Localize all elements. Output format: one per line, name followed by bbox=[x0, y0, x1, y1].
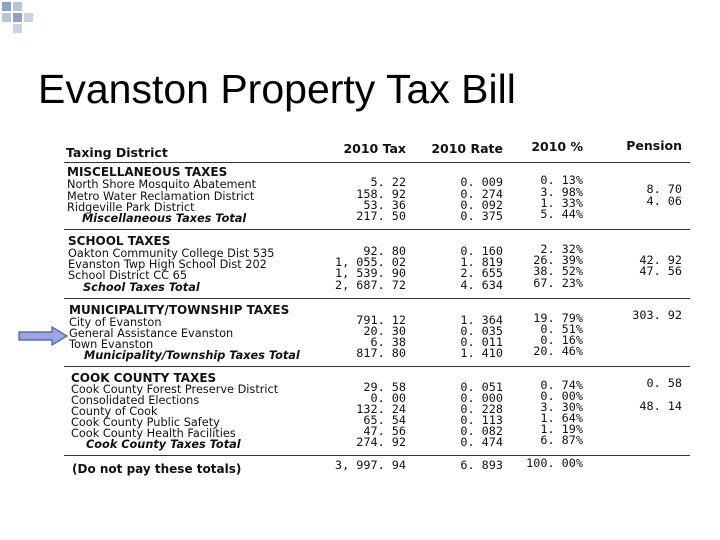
district-name: North Shore Mosquito Abatement bbox=[67, 178, 257, 191]
section-heading-school: SCHOOL TAXES bbox=[68, 234, 171, 248]
district-name: Metro Water Reclamation District bbox=[67, 190, 255, 203]
district-name: School District CC 65 bbox=[68, 269, 188, 282]
tax-value: 0. 00 bbox=[370, 391, 406, 405]
total-percent-value: 5. 44% bbox=[540, 207, 583, 221]
district-name: Town Evanston bbox=[69, 338, 154, 351]
grand-total-percent: 100. 00% bbox=[526, 456, 583, 470]
total-percent-value: 20. 46% bbox=[533, 344, 583, 358]
section-rule bbox=[64, 366, 690, 367]
total-tax-value: 2, 687. 72 bbox=[334, 278, 406, 292]
tax-value: 29. 58 bbox=[363, 380, 406, 394]
rate-value: 0. 274 bbox=[460, 187, 503, 201]
tax-value: 791. 12 bbox=[356, 313, 406, 327]
total-percent-value: 67. 23% bbox=[533, 276, 583, 290]
pension-value: 0. 58 bbox=[646, 376, 682, 390]
rate-value: 0. 051 bbox=[460, 380, 503, 394]
district-name: Evanston Twp High School Dist 202 bbox=[68, 258, 267, 271]
total-rate-value: 4. 634 bbox=[460, 278, 503, 292]
header-tax: 2010 Tax bbox=[343, 141, 406, 156]
section-rule bbox=[64, 298, 690, 299]
district-name: County of Cook bbox=[71, 405, 158, 418]
rate-value: 0. 092 bbox=[460, 198, 503, 212]
tax-value: 132. 24 bbox=[356, 402, 406, 416]
total-rate-value: 0. 375 bbox=[460, 209, 503, 223]
section-heading-misc: MISCELLANEOUS TAXES bbox=[67, 165, 228, 179]
section-total-label: School Taxes Total bbox=[83, 281, 200, 294]
total-tax-value: 274. 92 bbox=[356, 435, 406, 449]
percent-value: 0. 16% bbox=[540, 333, 583, 347]
arrow-right-icon bbox=[18, 326, 68, 346]
pension-value: 8. 70 bbox=[646, 182, 682, 196]
rate-value: 0. 160 bbox=[460, 244, 503, 258]
section-heading-municipal: MUNICIPALITY/TOWNSHIP TAXES bbox=[69, 303, 290, 317]
total-percent-value: 6. 87% bbox=[540, 433, 583, 447]
tax-value: 1, 539. 90 bbox=[334, 266, 406, 280]
rate-value: 1. 819 bbox=[460, 255, 503, 269]
percent-value: 0. 74% bbox=[540, 378, 583, 392]
tax-value: 20. 30 bbox=[363, 324, 406, 338]
tax-value: 6. 38 bbox=[370, 335, 406, 349]
percent-value: 0. 00% bbox=[540, 389, 583, 403]
pension-value: 47. 56 bbox=[639, 264, 682, 278]
district-name: Consolidated Elections bbox=[71, 394, 200, 407]
section-rule bbox=[64, 229, 690, 230]
percent-value: 1. 64% bbox=[540, 411, 583, 425]
total-tax-value: 217. 50 bbox=[356, 209, 406, 223]
rate-value: 0. 011 bbox=[460, 335, 503, 349]
rate-value: 0. 009 bbox=[460, 175, 503, 189]
tax-value: 65. 54 bbox=[363, 413, 406, 427]
header-district: Taxing District bbox=[66, 145, 168, 160]
header-rate: 2010 Rate bbox=[431, 141, 503, 156]
rate-value: 0. 113 bbox=[460, 413, 503, 427]
grand-total-tax: 3, 997. 94 bbox=[334, 458, 406, 472]
section-rule bbox=[64, 455, 690, 456]
district-name: City of Evanston bbox=[69, 316, 162, 329]
header-percent: 2010 % bbox=[531, 139, 583, 154]
percent-value: 0. 13% bbox=[540, 173, 583, 187]
tax-value: 53. 36 bbox=[363, 198, 406, 212]
section-total-label: Municipality/Township Taxes Total bbox=[84, 349, 300, 362]
district-name: Cook County Forest Preserve District bbox=[71, 383, 279, 396]
percent-value: 2. 32% bbox=[540, 242, 583, 256]
tax-value: 47. 56 bbox=[363, 424, 406, 438]
percent-value: 1. 19% bbox=[540, 422, 583, 436]
pension-value: 303. 92 bbox=[632, 308, 682, 322]
total-rate-value: 0. 474 bbox=[460, 435, 503, 449]
rate-value: 0. 082 bbox=[460, 424, 503, 438]
rate-value: 0. 228 bbox=[460, 402, 503, 416]
percent-value: 3. 30% bbox=[540, 400, 583, 414]
pension-value: 42. 92 bbox=[639, 253, 682, 267]
district-name: Cook County Health Facilities bbox=[71, 427, 236, 440]
tax-value: 158. 92 bbox=[356, 187, 406, 201]
district-name: General Assistance Evanston bbox=[69, 327, 234, 340]
grand-total-rate: 6. 893 bbox=[460, 458, 503, 472]
percent-value: 38. 52% bbox=[533, 264, 583, 278]
district-name: Oakton Community College Dist 535 bbox=[68, 247, 275, 260]
grand-total-label: (Do not pay these totals) bbox=[72, 462, 242, 476]
section-total-label: Cook County Taxes Total bbox=[86, 438, 241, 451]
percent-value: 19. 79% bbox=[533, 311, 583, 325]
district-name: Ridgeville Park District bbox=[67, 201, 195, 214]
district-name: Cook County Public Safety bbox=[71, 416, 220, 429]
percent-value: 1. 33% bbox=[540, 196, 583, 210]
tax-value: 5. 22 bbox=[370, 175, 406, 189]
total-rate-value: 1. 410 bbox=[460, 346, 503, 360]
percent-value: 3. 98% bbox=[540, 185, 583, 199]
percent-value: 0. 51% bbox=[540, 322, 583, 336]
tax-value: 92. 80 bbox=[363, 244, 406, 258]
tax-value: 1, 055. 02 bbox=[334, 255, 406, 269]
header-pension: Pension bbox=[626, 138, 682, 153]
section-heading-county: COOK COUNTY TAXES bbox=[71, 371, 217, 385]
pension-value: 4. 06 bbox=[646, 194, 682, 208]
percent-value: 26. 39% bbox=[533, 253, 583, 267]
rate-value: 0. 035 bbox=[460, 324, 503, 338]
header-rule bbox=[64, 162, 690, 163]
slide-title: Evanston Property Tax Bill bbox=[38, 66, 516, 112]
section-total-label: Miscellaneous Taxes Total bbox=[82, 212, 247, 225]
rate-value: 1. 364 bbox=[460, 313, 503, 327]
rate-value: 0. 000 bbox=[460, 391, 503, 405]
rate-value: 2. 655 bbox=[460, 266, 503, 280]
total-tax-value: 817. 80 bbox=[356, 346, 406, 360]
pension-value: 48. 14 bbox=[639, 399, 682, 413]
